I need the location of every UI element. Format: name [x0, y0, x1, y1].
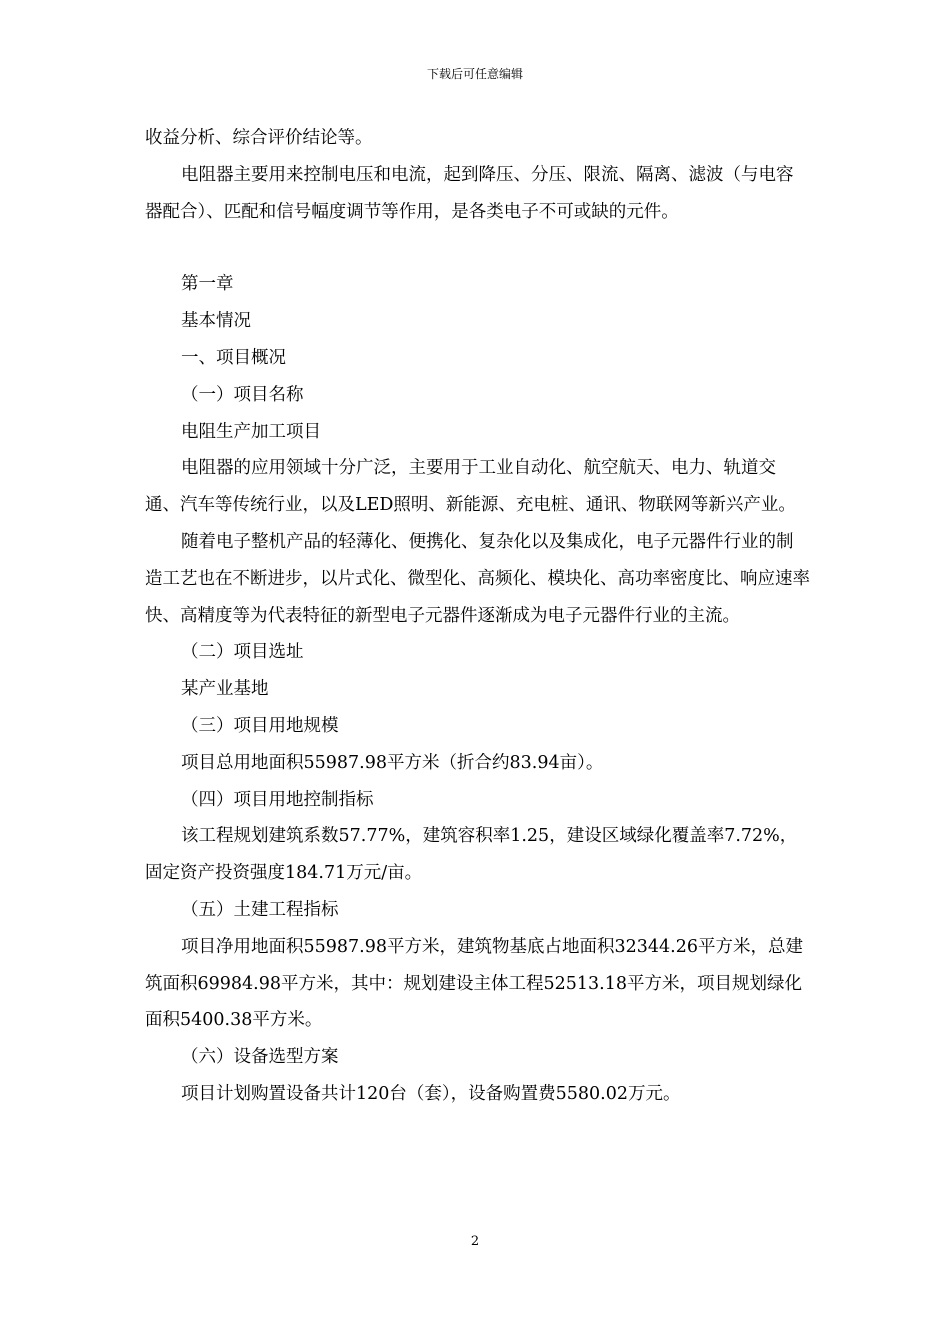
subsection-heading-equipment: （六）设备选型方案: [181, 1047, 339, 1068]
subsection-heading-name: （一）项目名称: [181, 384, 304, 405]
chapter-heading: 第一章: [181, 274, 234, 295]
paragraph-construction: 项目净用地面积55987.98平方米，建筑物基底占地面积32344.26平方米，总建筑面积69984.98平方米，其中：规划建设主体工程52513.18平方米，项目规划绿化面积5400.38平方米。: [145, 936, 803, 1031]
document-body: [145, 120, 810, 1113]
paragraph-equipment: 项目计划购置设备共计120台（套），设备购置费5580.02万元。: [181, 1083, 681, 1104]
blank-line: [145, 230, 810, 266]
project-name: 电阻生产加工项目: [181, 421, 321, 442]
subsection-heading-construction: （五）土建工程指标: [181, 899, 339, 920]
subsection-heading-land: （三）项目用地规模: [181, 715, 339, 736]
paragraph-land-control: 该工程规划建筑系数57.77%，建筑容积率1.25，建设区域绿化覆盖率7.72%，固定资产投资强度184.71万元/亩。: [145, 826, 798, 884]
section-heading: 一、项目概况: [181, 347, 286, 368]
paragraph-applications: 电阻器的应用领域十分广泛，主要用于工业自动化、航空航天、电力、轨道交通、汽车等传统行业，以及LED照明、新能源、充电桩、通讯、物联网等新兴产业。: [145, 458, 796, 516]
project-site: 某产业基地: [181, 679, 269, 700]
subsection-heading-site: （二）项目选址: [181, 642, 304, 663]
paragraph-continuation: 收益分析、综合评价结论等。: [145, 128, 373, 148]
chapter-title: 基本情况: [181, 311, 251, 332]
paragraph-land-area: 项目总用地面积55987.98平方米（折合约83.94亩）。: [181, 752, 604, 773]
paragraph-resistor-function: 电阻器主要用来控制电压和电流，起到降压、分压、限流、隔离、滤波（与电容器配合）、匹配和信号幅度调节等作用，是各类电子不可或缺的元件。: [145, 164, 794, 222]
page-number: 2: [470, 1234, 480, 1249]
page-header: 下载后可任意编辑: [426, 67, 523, 81]
subsection-heading-land-control: （四）项目用地控制指标: [181, 789, 374, 810]
paragraph-industry-trend: 随着电子整机产品的轻薄化、便携化、复杂化以及集成化，电子元器件行业的制造工艺也在不断进步，以片式化、微型化、高频化、模块化、高功率密度比、响应速率快、高精度等为代表特征的新型电子元器件逐渐成为电子元器件行业的主流。: [145, 531, 810, 626]
